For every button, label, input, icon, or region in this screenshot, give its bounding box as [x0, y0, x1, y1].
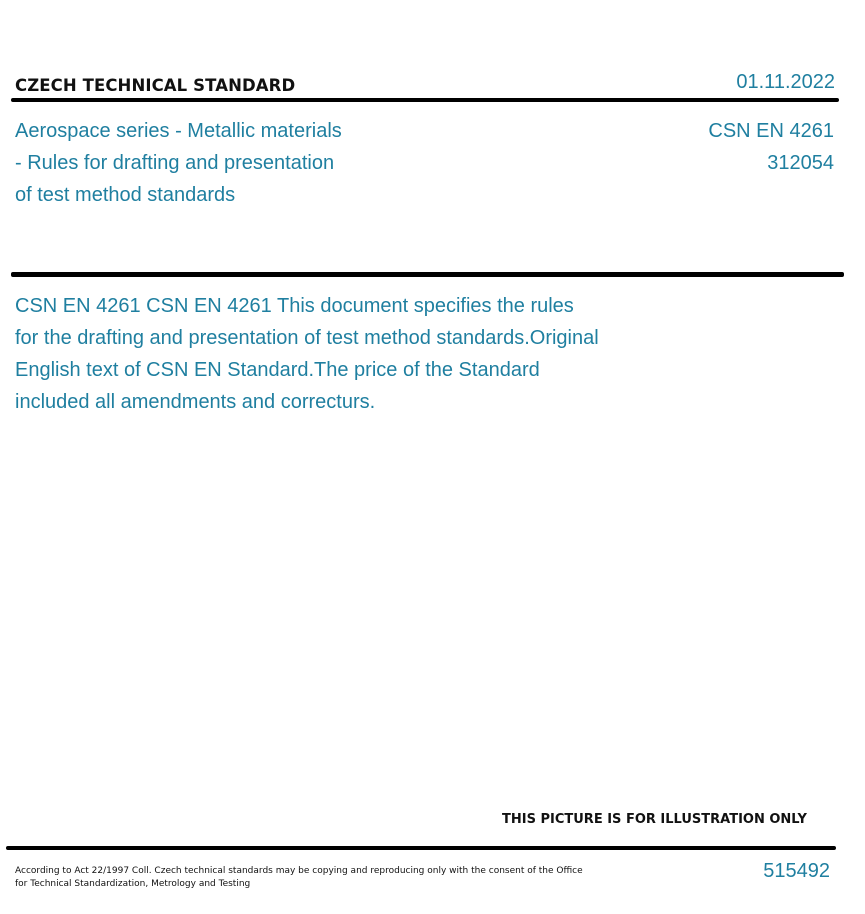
standard-number: CSN EN 4261: [708, 120, 834, 142]
catalog-code: 515492: [763, 860, 830, 882]
classification-code: 312054: [767, 152, 834, 174]
header-divider: [11, 98, 839, 102]
description-line: English text of CSN EN Standard.The price of the Standard: [15, 359, 540, 381]
title-line: - Rules for drafting and presentation: [15, 152, 335, 174]
description-line: included all amendments and correcturs.: [15, 391, 376, 413]
publication-date: 01.11.2022: [736, 71, 835, 93]
standard-title: [15, 115, 342, 211]
copyright-line: According to Act 22/1997 Coll. Czech technical standards may be copying and reproducing only with the consent of the Office: [15, 866, 583, 876]
copyright-notice: [15, 865, 585, 891]
title-line: of test method standards: [15, 184, 236, 206]
document-type-label: CZECH TECHNICAL STANDARD: [15, 76, 296, 95]
standard-identifiers: [708, 115, 834, 179]
copyright-line: for Technical Standardization, Metrology and Testing: [15, 879, 251, 889]
title-line: Aerospace series - Metallic materials: [15, 120, 342, 142]
description-line: CSN EN 4261 CSN EN 4261 This document specifies the rules: [15, 295, 574, 317]
footer-divider: [6, 846, 836, 850]
title-divider: [11, 272, 844, 277]
illustration-disclaimer: THIS PICTURE IS FOR ILLUSTRATION ONLY: [502, 812, 807, 827]
standard-description: [15, 290, 665, 418]
description-line: for the drafting and presentation of test method standards.Original: [15, 327, 599, 349]
